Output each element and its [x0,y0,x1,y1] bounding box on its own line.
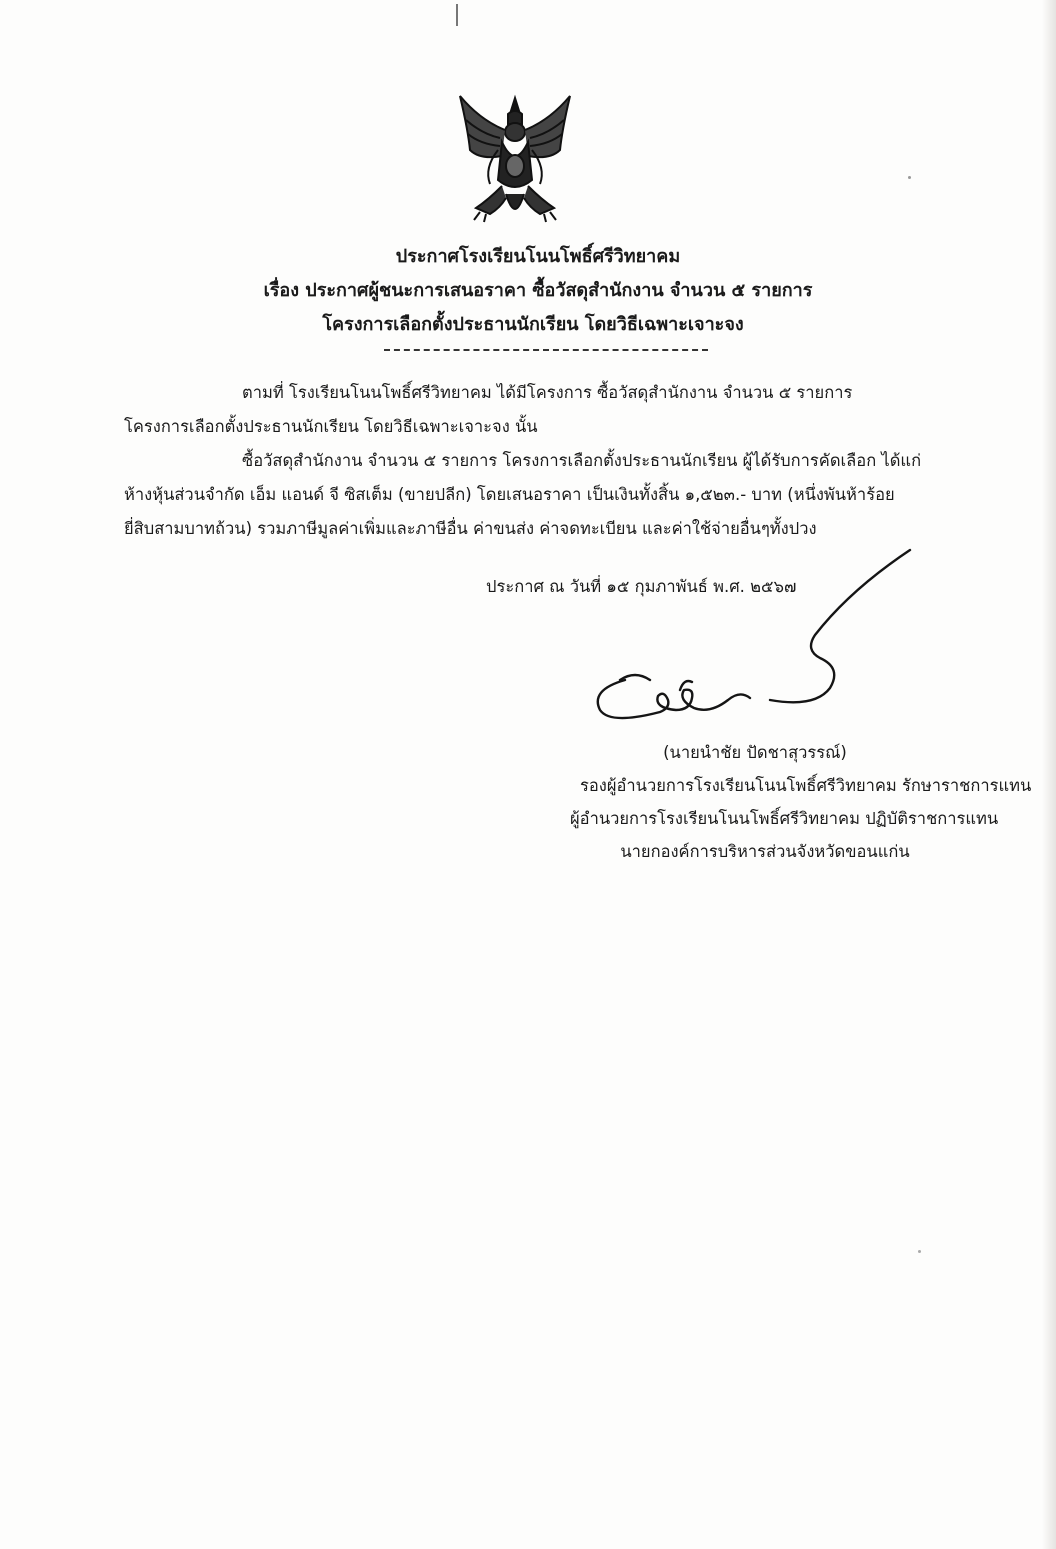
announcement-title: ประกาศโรงเรียนโนนโพธิ์ศรีวิทยาคม [395,246,681,267]
scan-speck [918,1250,921,1253]
announcement-subject: เรื่อง ประกาศผู้ชนะการเสนอราคา ซื้อวัสดุสำนักงาน จำนวน ๕ รายการ [263,280,813,301]
page-edge-shadow [1042,0,1056,1549]
announcement-header [0,240,1056,342]
garuda-emblem-icon [450,90,580,230]
signer-position-3: นายกองค์การบริหารส่วนจังหวัดขอนแก่น [620,842,910,861]
body-paragraph-2-line-1: ซื้อวัสดุสำนักงาน จำนวน ๕ รายการ โครงการเลือกตั้งประธานนักเรียน ผู้ได้รับการคัดเลือก ได้แก่ [242,451,922,470]
signer-position-2: ผู้อำนวยการโรงเรียนโนนโพธิ์ศรีวิทยาคม ปฏิบัติราชการแทน [570,809,999,828]
signer-name: (นายนำชัย ปัดชาสุวรรณ์) [663,743,847,762]
dashed-separator [384,349,708,351]
scan-mark [456,4,458,26]
announcement-project: โครงการเลือกตั้งประธานนักเรียน โดยวิธีเฉพาะเจาะจง [322,314,744,335]
body-paragraph-2-line-3: ยี่สิบสามบาทถ้วน) รวมภาษีมูลค่าเพิ่มและภาษีอื่น ค่าขนส่ง ค่าจดทะเบียน และค่าใช้จ่ายอื่นๆทั้งปวง [124,519,817,538]
announcement-body [124,376,974,546]
body-paragraph-2-line-2: ห้างหุ้นส่วนจำกัด เอ็ม แอนด์ จี ซิสเต็ม (ขายปลีก) โดยเสนอราคา เป็นเงินทั้งสิ้น ๑,๕๒๓.- บาท (หนึ่งพันห้าร้อย [124,485,895,504]
body-paragraph-1-line-1: ตามที่ โรงเรียนโนนโพธิ์ศรีวิทยาคม ได้มีโครงการ ซื้อวัสดุสำนักงาน จำนวน ๕ รายการ [242,383,853,402]
body-paragraph-1-line-2: โครงการเลือกตั้งประธานนักเรียน โดยวิธีเฉพาะเจาะจง นั้น [124,417,538,436]
announcement-date: ประกาศ ณ วันที่ ๑๕ กุมภาพันธ์ พ.ศ. ๒๕๖๗ [486,577,797,596]
handwritten-signature [580,540,920,740]
signer-position-1: รองผู้อำนวยการโรงเรียนโนนโพธิ์ศรีวิทยาคม รักษาราชการแทน [580,776,1032,795]
signer-block [420,736,1032,868]
scan-speck [908,176,911,179]
